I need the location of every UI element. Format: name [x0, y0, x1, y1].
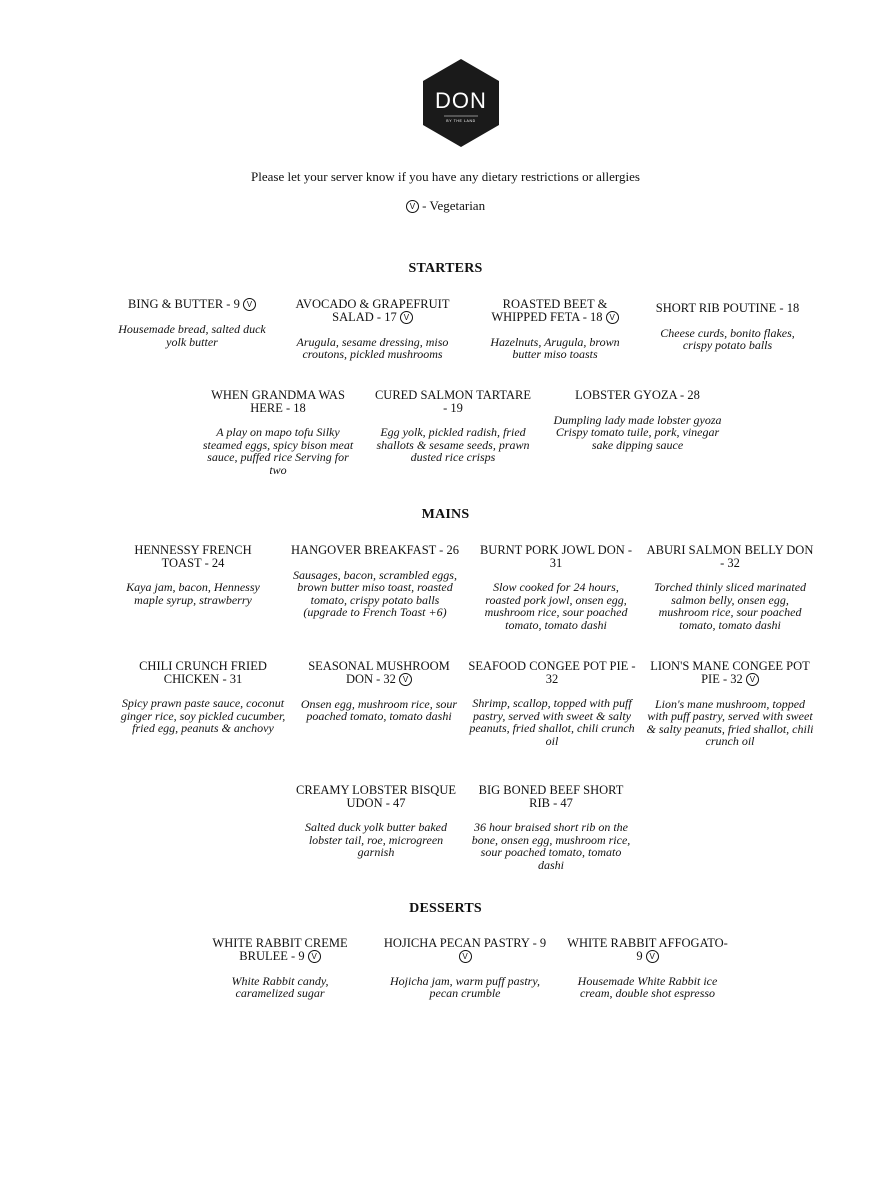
logo-subtext: BY THE LAND	[446, 119, 476, 123]
vegetarian-icon: V	[646, 950, 659, 963]
item-name: ABURI SALMON BELLY DON - 32	[646, 543, 814, 570]
menu-item	[565, 937, 730, 1000]
vegetarian-legend-label: - Vegetarian	[418, 198, 486, 213]
item-name: LOBSTER GYOZA - 28	[575, 388, 700, 402]
item-description: Slow cooked for 24 hours, roasted pork jowl, onsen egg, mushroom rice, sour poached tomato, tomato dashi	[484, 580, 628, 632]
vegetarian-icon: V	[308, 950, 321, 963]
item-description: Kaya jam, bacon, Hennessy maple syrup, strawberry	[126, 580, 260, 607]
item-name: WHEN GRANDMA WAS HERE - 18	[211, 388, 345, 415]
allergy-notice: Please let your server know if you have any dietary restrictions or allergies	[251, 169, 640, 184]
logo-text: DON	[435, 88, 487, 113]
item-description: Sausages, bacon, scrambled eggs, brown butter miso toast, roasted tomato, crispy potato balls (upgrade to French Toast +6)	[293, 567, 457, 619]
menu-item	[645, 544, 815, 631]
menu-item	[645, 302, 810, 352]
menu-item	[466, 660, 638, 747]
item-name: SHORT RIB POUTINE - 18	[655, 301, 800, 315]
menu-item	[545, 389, 730, 451]
vegetarian-icon: V	[400, 311, 413, 324]
item-name: BING & BUTTER - 9	[128, 297, 240, 311]
item-description: Dumpling lady made lobster gyoza Crispy tomato tuile, pork, vinegar sake dipping sauce	[553, 412, 722, 452]
item-description: Egg yolk, pickled radish, fried shallots & sesame seeds, prawn dusted rice crisps	[376, 425, 530, 464]
item-name: CHILI CRUNCH FRIED CHICKEN - 31	[139, 659, 267, 686]
menu-item	[300, 660, 458, 723]
menu-item	[295, 784, 457, 859]
desserts-heading: DESSERTS	[409, 901, 482, 916]
item-name: WHITE RABBIT CREME BRULEE - 9	[212, 936, 348, 963]
menu-item	[112, 298, 272, 348]
item-name: CREAMY LOBSTER BISQUE UDON - 47	[296, 783, 456, 810]
menu-item	[475, 544, 637, 631]
item-description: Onsen egg, mushroom rice, sour poached tomato, tomato dashi	[300, 696, 458, 723]
vegetarian-icon: V	[746, 673, 759, 686]
vegetarian-icon: V	[406, 200, 419, 213]
item-name: ROASTED BEET & WHIPPED FETA - 18	[491, 297, 608, 324]
menu-item	[285, 298, 460, 361]
menu-item	[373, 389, 533, 464]
item-name: SEASONAL MUSHROOM DON - 32	[308, 659, 450, 686]
menu-item	[118, 544, 268, 606]
item-name: BIG BONED BEEF SHORT RIB - 47	[478, 783, 624, 810]
vegetarian-icon: V	[459, 950, 472, 963]
menu-item	[645, 660, 815, 748]
item-description: 36 hour braised short rib on the bone, onsen egg, mushroom rice, sour poached tomato, tomato dashi	[471, 820, 631, 872]
item-name: SEAFOOD CONGEE POT PIE - 32	[468, 659, 636, 686]
menu-item	[205, 937, 355, 1000]
item-description: White Rabbit candy, caramelized sugar	[231, 973, 329, 1000]
item-description: Cheese curds, bonito flakes, crispy potato balls	[660, 325, 795, 352]
item-description: Salted duck yolk butter baked lobster tail, roe, microgreen garnish	[305, 820, 447, 859]
item-name: WHITE RABBIT AFFOGATO- 9	[567, 936, 728, 963]
item-name: BURNT PORK JOWL DON - 31	[479, 543, 633, 570]
item-description: Arugula, sesame dressing, miso croutons, pickled mushrooms	[296, 334, 449, 361]
item-description: Torched thinly sliced marinated salmon belly, onsen egg, mushroom rice, sour poached tomato, tomato dashi	[653, 580, 807, 632]
item-description: Spicy prawn paste sauce, coconut ginger rice, soy pickled cucumber, fried egg, peanuts & anchovy	[120, 696, 286, 735]
item-name: HANGOVER BREAKFAST - 26	[291, 543, 459, 557]
menu-item	[113, 660, 293, 735]
item-description: A play on mapo tofu Silky steamed eggs, spicy bison meat sauce, puffed rice Serving for two	[202, 425, 354, 477]
item-name: LION'S MANE CONGEE POT PIE - 32	[650, 659, 810, 686]
item-name: AVOCADO & GRAPEFRUIT SALAD - 17	[295, 297, 450, 324]
vegetarian-icon: V	[606, 311, 619, 324]
item-name: CURED SALMON TARTARE - 19	[374, 388, 532, 415]
vegetarian-icon: V	[243, 298, 256, 311]
menu-item	[290, 544, 460, 619]
item-name: HENNESSY FRENCH TOAST - 24	[134, 543, 252, 570]
item-description: Hojicha jam, warm puff pastry, pecan crumble	[389, 973, 540, 1000]
item-description: Housemade bread, salted duck yolk butter	[118, 322, 266, 349]
item-description: Housemade White Rabbit ice cream, double shot espresso	[577, 973, 718, 1000]
vegetarian-icon: V	[399, 673, 412, 686]
starters-heading: STARTERS	[408, 261, 483, 276]
menu-item	[468, 784, 634, 871]
item-name: HOJICHA PECAN PASTRY - 9	[383, 936, 547, 950]
vegetarian-legend	[0, 198, 891, 214]
menu-item	[198, 389, 358, 476]
menu-item	[380, 937, 550, 1000]
mains-heading: MAINS	[421, 507, 470, 522]
don-logo	[422, 58, 500, 148]
item-description: Hazelnuts, Arugula, brown butter miso toasts	[490, 334, 620, 361]
item-description: Shrimp, scallop, topped with puff pastry, served with sweet & salty peanuts, fried shallot, chili crunch oil	[469, 696, 635, 748]
menu-item	[475, 298, 635, 361]
item-description: Lion's mane mushroom, topped with puff pastry, served with sweet & salty peanuts, fried shallot, chili crunch oil	[646, 696, 814, 748]
